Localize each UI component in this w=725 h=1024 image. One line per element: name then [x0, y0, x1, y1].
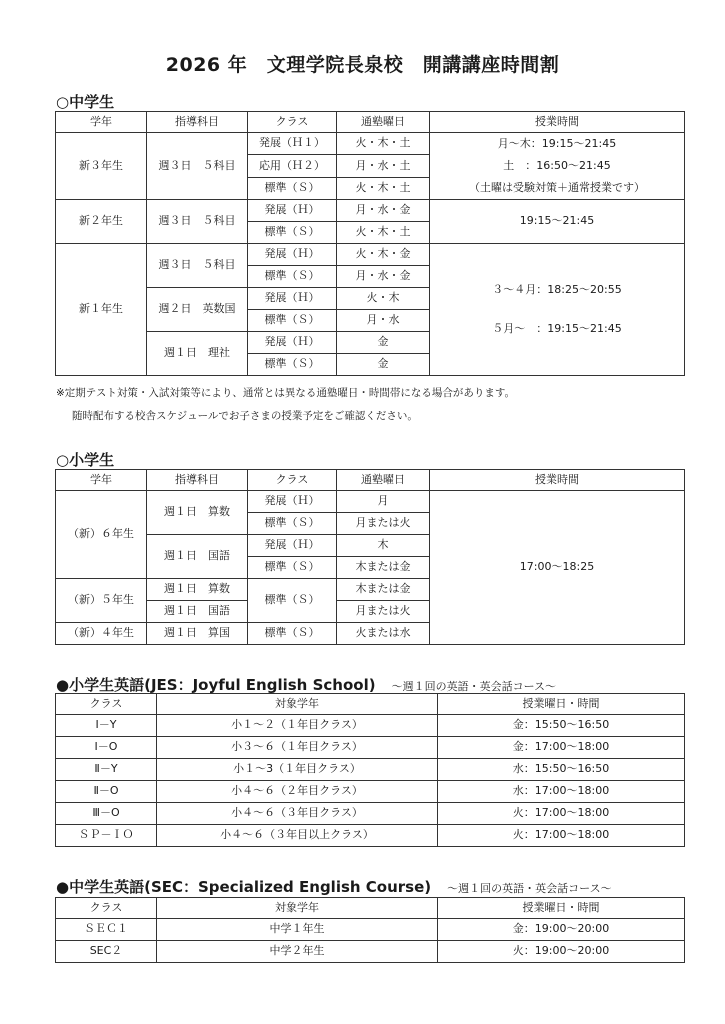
- time-line: ３～４月：18:25～20:55: [492, 282, 622, 296]
- time-line: 月～木：19:15～21:45: [497, 137, 617, 150]
- table-row: [56, 803, 685, 825]
- days-cell: 月・水: [337, 310, 430, 332]
- class-cell: Ⅰ－O: [56, 737, 157, 759]
- header-class: クラス: [56, 694, 157, 715]
- class-cell: 標準（Ｓ）: [248, 177, 337, 199]
- class-cell: Ⅰ－Y: [56, 715, 157, 737]
- target-cell: 小３～６（１年目クラス）: [157, 737, 438, 759]
- grade-cell: （新）６年生: [56, 491, 147, 579]
- days-cell: 木: [337, 535, 430, 557]
- middle-school-note: [56, 382, 515, 428]
- class-cell: 発展（Ｈ）: [248, 200, 337, 222]
- subject-cell: 週３日 ５科目: [147, 244, 248, 288]
- class-cell: ＳＥＣ１: [56, 919, 157, 941]
- header-time: 授業曜日・時間: [438, 898, 685, 919]
- sec-subtitle: ～週１回の英語・英会話コース～: [447, 882, 612, 895]
- target-cell: 小４～６（２年目クラス）: [157, 781, 438, 803]
- target-cell: 中学２年生: [157, 941, 438, 963]
- class-cell: Ⅱ－O: [56, 781, 157, 803]
- days-cell: 月・水・土: [337, 155, 430, 177]
- subject-cell: 週１日 国語: [147, 601, 248, 623]
- jes-heading: [56, 674, 556, 695]
- table-row: [56, 737, 685, 759]
- header-class: クラス: [56, 898, 157, 919]
- class-cell: 標準（Ｓ）: [248, 623, 337, 645]
- time-line: ５月～ ：19:15～21:45: [492, 321, 622, 335]
- time-cell: 17:00～18:25: [430, 491, 685, 645]
- jes-table: [55, 693, 685, 847]
- days-cell: 火・木・金: [337, 244, 430, 266]
- grade-cell: 新２年生: [56, 200, 147, 244]
- class-cell: Ⅲ－O: [56, 803, 157, 825]
- header-days: 通塾曜日: [337, 470, 430, 491]
- grade-cell: （新）４年生: [56, 623, 147, 645]
- note-line: 随時配布する校舎スケジュールでお子さまの授業予定をご確認ください。: [72, 410, 418, 422]
- subject-cell: 週１日 算数: [147, 579, 248, 601]
- header-days: 通塾曜日: [337, 112, 430, 133]
- class-cell: 発展（Ｈ）: [248, 535, 337, 557]
- time-cell: 金：15:50～16:50: [438, 715, 685, 737]
- grade-cell: 新３年生: [56, 133, 147, 200]
- sec-heading: [56, 876, 612, 897]
- header-target: 対象学年: [157, 898, 438, 919]
- subject-cell: 週１日 算数: [147, 491, 248, 535]
- subject-cell: 週１日 理社: [147, 332, 248, 376]
- sec-table: [55, 897, 685, 963]
- days-cell: 火または水: [337, 623, 430, 645]
- time-cell: 火：17:00～18:00: [438, 803, 685, 825]
- class-cell: 標準（Ｓ）: [248, 557, 337, 579]
- subject-cell: 週２日 英数国: [147, 288, 248, 332]
- class-cell: SEC２: [56, 941, 157, 963]
- table-row: [56, 919, 685, 941]
- class-cell: 発展（Ｈ）: [248, 491, 337, 513]
- note-line: ※定期テスト対策・入試対策等により、通常とは異なる通塾曜日・時間帯になる場合があります。: [56, 387, 516, 399]
- class-cell: 標準（Ｓ）: [248, 513, 337, 535]
- page-title: 2026 年 文理学院長泉校 開講講座時間割: [165, 54, 560, 76]
- header-grade: 学年: [56, 470, 147, 491]
- time-line: （土曜は受験対策＋通常授業です）: [469, 181, 645, 194]
- time-line: 土 ：16:50～21:45: [503, 159, 611, 172]
- class-cell: 発展（Ｈ１）: [248, 133, 337, 155]
- class-cell: 標準（Ｓ）: [248, 266, 337, 288]
- table-row: [56, 781, 685, 803]
- time-cell: 19:15～21:45: [430, 200, 685, 244]
- subject-cell: 週３日 ５科目: [147, 200, 248, 244]
- target-cell: 小１～3（１年目クラス）: [157, 759, 438, 781]
- time-cell: 水：17:00～18:00: [438, 781, 685, 803]
- days-cell: 月: [337, 491, 430, 513]
- days-cell: 火・木・土: [337, 177, 430, 199]
- days-cell: 月または火: [337, 601, 430, 623]
- jes-subtitle: ～週１回の英語・英会話コース～: [391, 680, 557, 693]
- class-cell: ＳＰ－ＩＯ: [56, 825, 157, 847]
- header-target: 対象学年: [157, 694, 438, 715]
- elementary-table: [55, 469, 685, 645]
- table-row: [56, 200, 685, 222]
- days-cell: 月・水・金: [337, 266, 430, 288]
- grade-cell: （新）５年生: [56, 579, 147, 623]
- header-time: 授業時間: [430, 112, 685, 133]
- header-time: 授業曜日・時間: [438, 694, 685, 715]
- days-cell: 木または金: [337, 557, 430, 579]
- days-cell: 火・木・土: [337, 133, 430, 155]
- class-cell: Ⅱ－Y: [56, 759, 157, 781]
- header-class: クラス: [248, 470, 337, 491]
- table-row: [56, 715, 685, 737]
- subject-cell: 週１日 算国: [147, 623, 248, 645]
- header-time: 授業時間: [430, 470, 685, 491]
- table-row: [56, 491, 685, 513]
- subject-cell: 週１日 国語: [147, 535, 248, 579]
- class-cell: 標準（Ｓ）: [248, 579, 337, 623]
- middle-school-heading: ○中学生: [56, 93, 115, 111]
- header-grade: 学年: [56, 112, 147, 133]
- class-cell: 発展（Ｈ）: [248, 288, 337, 310]
- time-cell: 火：17:00～18:00: [438, 825, 685, 847]
- target-cell: 小４～６（３年目以上クラス）: [157, 825, 438, 847]
- time-cell: [430, 244, 685, 376]
- table-row: [56, 825, 685, 847]
- subject-cell: 週３日 ５科目: [147, 133, 248, 200]
- time-cell: 金：19:00～20:00: [438, 919, 685, 941]
- days-cell: 月または火: [337, 513, 430, 535]
- sec-title: ●中学生英語(SEC：Specialized English Course): [56, 878, 432, 896]
- table-row: [56, 133, 685, 155]
- jes-title: ●小学生英語(JES：Joyful English School): [56, 676, 376, 694]
- target-cell: 小４～６（３年目クラス）: [157, 803, 438, 825]
- target-cell: 中学１年生: [157, 919, 438, 941]
- time-cell: 水：15:50～16:50: [438, 759, 685, 781]
- class-cell: 発展（Ｈ）: [248, 244, 337, 266]
- header-class: クラス: [248, 112, 337, 133]
- elementary-heading: ○小学生: [56, 451, 115, 469]
- class-cell: 標準（Ｓ）: [248, 354, 337, 376]
- days-cell: 木または金: [337, 579, 430, 601]
- days-cell: 金: [337, 354, 430, 376]
- days-cell: 月・水・金: [337, 200, 430, 222]
- class-cell: 標準（Ｓ）: [248, 310, 337, 332]
- time-cell: 火：19:00～20:00: [438, 941, 685, 963]
- time-cell: [430, 133, 685, 200]
- days-cell: 火・木: [337, 288, 430, 310]
- table-row: [56, 244, 685, 266]
- header-subject: 指導科目: [147, 112, 248, 133]
- time-cell: 金：17:00～18:00: [438, 737, 685, 759]
- class-cell: 応用（Ｈ２）: [248, 155, 337, 177]
- class-cell: 発展（Ｈ）: [248, 332, 337, 354]
- days-cell: 金: [337, 332, 430, 354]
- header-subject: 指導科目: [147, 470, 248, 491]
- grade-cell: 新１年生: [56, 244, 147, 376]
- class-cell: 標準（Ｓ）: [248, 222, 337, 244]
- middle-school-table: [55, 111, 685, 376]
- target-cell: 小１～２（１年目クラス）: [157, 715, 438, 737]
- days-cell: 火・木・土: [337, 222, 430, 244]
- table-row: [56, 941, 685, 963]
- table-row: [56, 759, 685, 781]
